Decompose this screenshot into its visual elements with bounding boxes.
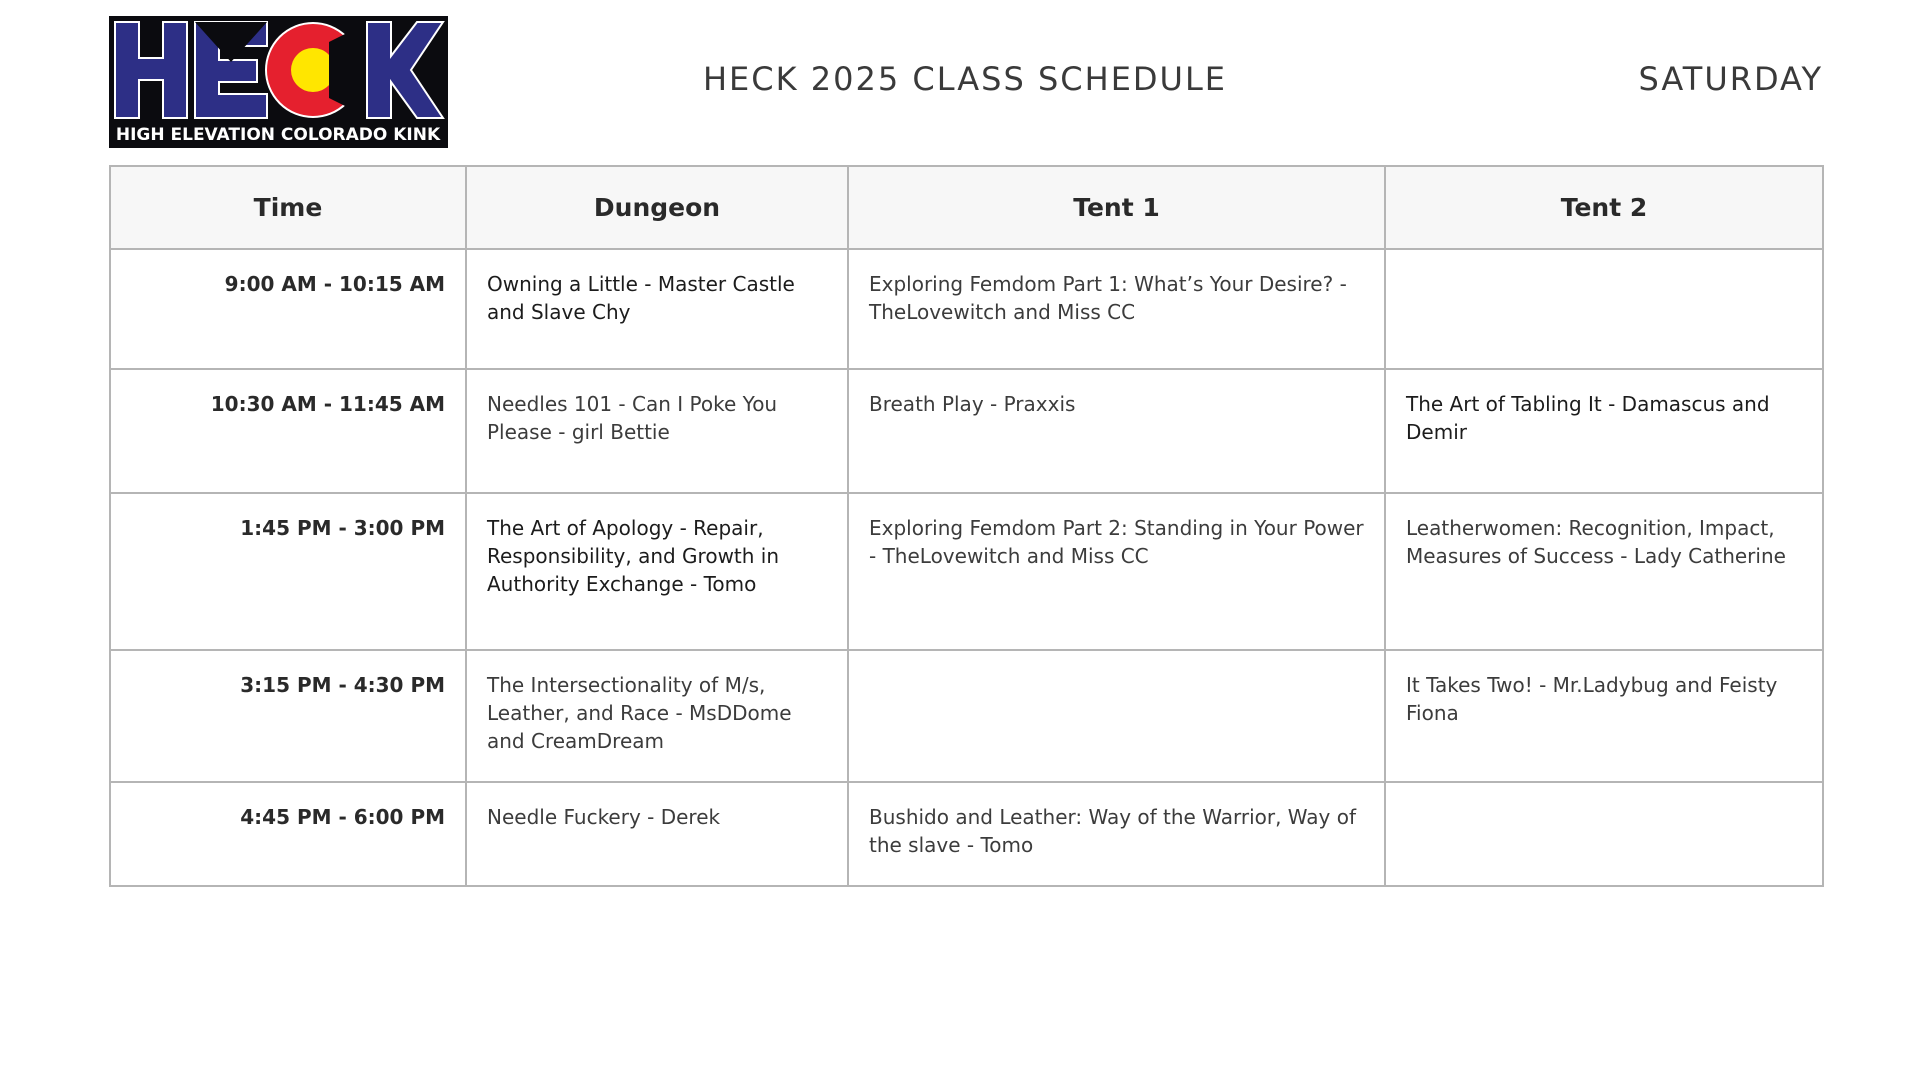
tent-1-class: Exploring Femdom Part 2: Standing in Your Power - TheLovewitch and Miss CC xyxy=(848,493,1385,650)
table-row xyxy=(110,249,1823,369)
dungeon-class: The Art of Apology - Repair, Responsibility, and Growth in Authority Exchange - Tomo xyxy=(466,493,848,650)
dungeon-class: The Intersectionality of M/s, Leather, and Race - MsDDome and CreamDream xyxy=(466,650,848,782)
tent-2-class: It Takes Two! - Mr.Ladybug and Feisty Fiona xyxy=(1385,650,1823,782)
tent-1-class: Exploring Femdom Part 1: What’s Your Desire? - TheLovewitch and Miss CC xyxy=(848,249,1385,369)
page-title: HECK 2025 CLASS SCHEDULE xyxy=(702,60,1228,98)
time-slot: 3:15 PM - 4:30 PM xyxy=(110,650,466,782)
table-header-row xyxy=(110,166,1823,249)
column-header-tent-2: Tent 2 xyxy=(1385,166,1823,249)
column-header-time: Time xyxy=(110,166,466,249)
column-header-tent-1: Tent 1 xyxy=(848,166,1385,249)
table-row xyxy=(110,493,1823,650)
table-row xyxy=(110,369,1823,493)
tent-2-class xyxy=(1385,249,1823,369)
heck-logo xyxy=(109,16,448,148)
time-slot: 4:45 PM - 6:00 PM xyxy=(110,782,466,886)
time-slot: 10:30 AM - 11:45 AM xyxy=(110,369,466,493)
time-slot: 1:45 PM - 3:00 PM xyxy=(110,493,466,650)
heck-logo-graphic xyxy=(109,16,448,148)
tent-2-class xyxy=(1385,782,1823,886)
tent-1-class: Bushido and Leather: Way of the Warrior, Way of the slave - Tomo xyxy=(848,782,1385,886)
table-row xyxy=(110,782,1823,886)
tent-2-class: Leatherwomen: Recognition, Impact, Measures of Success - Lady Catherine xyxy=(1385,493,1823,650)
column-header-dungeon: Dungeon xyxy=(466,166,848,249)
tent-1-class xyxy=(848,650,1385,782)
tent-1-class: Breath Play - Praxxis xyxy=(848,369,1385,493)
table-row xyxy=(110,650,1823,782)
dungeon-class: Owning a Little - Master Castle and Slave Chy xyxy=(466,249,848,369)
tent-2-class: The Art of Tabling It - Damascus and Demir xyxy=(1385,369,1823,493)
dungeon-class: Needle Fuckery - Derek xyxy=(466,782,848,886)
class-schedule-table xyxy=(109,165,1824,887)
logo-tagline: HIGH ELEVATION COLORADO KINK xyxy=(115,125,441,145)
time-slot: 9:00 AM - 10:15 AM xyxy=(110,249,466,369)
dungeon-class: Needles 101 - Can I Poke You Please - girl Bettie xyxy=(466,369,848,493)
schedule-day: SATURDAY xyxy=(1638,60,1823,98)
